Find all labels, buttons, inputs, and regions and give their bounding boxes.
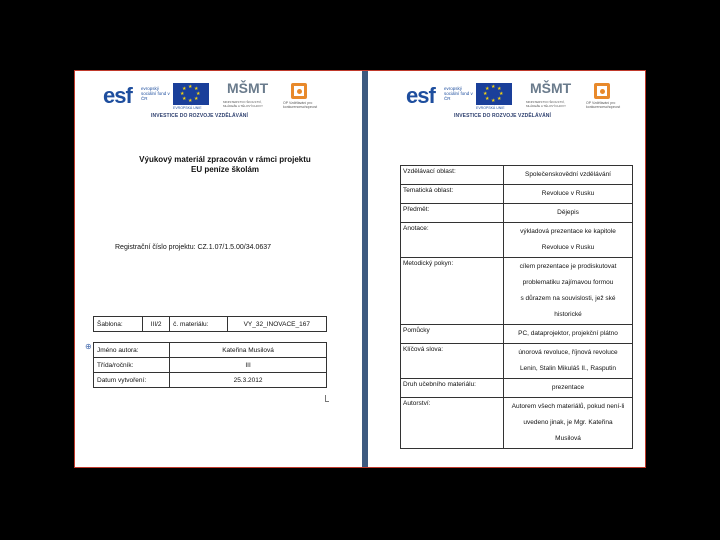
- table-row: [401, 223, 633, 258]
- esf-logo-caption: evropský sociální fond v ČR: [141, 86, 170, 101]
- investment-slogan: INVESTICE DO ROZVOJE VZDĚLÁVÁNÍ: [454, 113, 552, 119]
- table-row: [401, 258, 633, 325]
- table-row: [401, 379, 633, 398]
- table-cell: č. materiálu:: [170, 317, 227, 332]
- table-row: [94, 373, 327, 388]
- table-cell: VY_32_INOVACE_167: [227, 317, 326, 332]
- metadata-key: Metodický pokyn:: [401, 258, 504, 325]
- esf-logo-letters: esf: [103, 83, 132, 108]
- table-cell: Jméno autora:: [94, 343, 170, 358]
- table-move-handle-icon[interactable]: ⊕: [85, 342, 92, 351]
- esf-logo: [406, 83, 474, 109]
- right-page: [368, 71, 645, 467]
- op-caption: OP Vzdělávání pro konkurenceschopnost: [283, 101, 318, 109]
- msmt-caption: MINISTERSTVO ŠKOLSTVÍ, MLÁDEŽE A TĚLOVÝCHOVY: [223, 100, 263, 108]
- investment-slogan: INVESTICE DO ROZVOJE VZDĚLÁVÁNÍ: [151, 113, 249, 119]
- op-logo: [586, 83, 626, 111]
- metadata-value: [504, 166, 633, 185]
- metadata-value-line: Autorem všech materiálů, pokud není-li: [511, 403, 625, 410]
- metadata-value: [504, 344, 633, 379]
- table-cell: Třída/ročník:: [94, 358, 170, 373]
- metadata-table: [400, 165, 633, 449]
- table-row: [401, 344, 633, 379]
- esf-logo-caption: evropský sociální fond v ČR: [444, 86, 473, 101]
- metadata-value-line: PC, dataprojektor, projekční plátno: [518, 330, 618, 337]
- logo-banner: [406, 81, 626, 111]
- metadata-key: Předmět:: [401, 204, 504, 223]
- metadata-value-line: únorová revoluce, říjnová revoluce: [518, 349, 618, 356]
- table-cell: III/2: [143, 317, 170, 332]
- metadata-value-line: problematiku zajímavou formou: [522, 279, 614, 286]
- left-page: [75, 71, 362, 467]
- document-spread: [74, 70, 646, 468]
- metadata-key: Druh učebního materiálu:: [401, 379, 504, 398]
- table-spacer: [94, 332, 327, 343]
- metadata-value: [504, 185, 633, 204]
- table-cell: Datum vytvoření:: [94, 373, 170, 388]
- metadata-value-line: cílem prezentace je prodiskutovat: [519, 263, 617, 270]
- metadata-value-line: uvedeno jinak, je Mgr. Kateřina: [523, 419, 613, 426]
- metadata-value-line: výkladová prezentace ke kapitole: [520, 228, 616, 235]
- metadata-value: [504, 204, 633, 223]
- metadata-value: [504, 398, 633, 449]
- esf-logo-letters: esf: [406, 83, 435, 108]
- metadata-value-line: Revoluce v Rusku: [541, 190, 595, 197]
- metadata-value: [504, 379, 633, 398]
- eu-caption: EVROPSKÁ UNIE: [173, 106, 202, 110]
- table-row: [94, 317, 327, 332]
- op-logo-icon: [291, 83, 307, 99]
- eu-caption: EVROPSKÁ UNIE: [476, 106, 505, 110]
- metadata-value-line: Společenskovědní vzdělávání: [524, 171, 611, 178]
- metadata-value: [504, 325, 633, 344]
- op-caption: OP Vzdělávání pro konkurenceschopnost: [586, 101, 621, 109]
- metadata-value-line: Lenin, Stalin Mikuláš II., Rasputin: [519, 365, 617, 372]
- metadata-value-line: Revoluce v Rusku: [541, 244, 595, 251]
- metadata-value-line: s důrazem na souvislosti, jež ské: [520, 295, 616, 302]
- table-row: [401, 325, 633, 344]
- table-row: [401, 166, 633, 185]
- table-cell: Kateřina Musilová: [170, 343, 327, 358]
- msmt-logo-letters: MŠMT: [530, 80, 572, 96]
- metadata-key: Klíčová slova:: [401, 344, 504, 379]
- msmt-logo: [526, 80, 572, 111]
- table-cell: 25.3.2012: [170, 373, 327, 388]
- metadata-value: [504, 258, 633, 325]
- table-row: [401, 398, 633, 449]
- msmt-caption: MINISTERSTVO ŠKOLSTVÍ, MLÁDEŽE A TĚLOVÝCHOVY: [526, 100, 566, 108]
- msmt-logo: [223, 80, 269, 111]
- project-title-line1: Výukový materiál zpracován v rámci projektu: [139, 155, 311, 164]
- project-title: [105, 155, 345, 175]
- esf-logo: [103, 83, 171, 109]
- msmt-logo-letters: MŠMT: [227, 80, 269, 96]
- metadata-value-line: prezentace: [551, 384, 585, 391]
- metadata-key: Tematická oblast:: [401, 185, 504, 204]
- eu-flag-icon: ★ ★ ★ ★ ★ ★ ★ ★: [476, 83, 512, 105]
- metadata-key: Anotace:: [401, 223, 504, 258]
- project-title-line2: EU peníze školám: [190, 165, 260, 174]
- eu-flag-logo: [476, 83, 512, 109]
- table-cell: Šablona:: [94, 317, 143, 332]
- eu-flag-icon: ★ ★ ★ ★ ★ ★ ★ ★: [173, 83, 209, 105]
- table-row: [401, 185, 633, 204]
- eu-flag-logo: [173, 83, 209, 109]
- op-logo: [283, 83, 323, 111]
- logo-banner: [103, 81, 323, 111]
- table-row: [401, 204, 633, 223]
- metadata-value-line: Dějepis: [557, 209, 579, 216]
- material-info-table: [93, 316, 327, 388]
- paragraph-mark-icon: [325, 395, 329, 402]
- metadata-value-line: Musilová: [555, 435, 581, 442]
- table-row: [94, 358, 327, 373]
- metadata-value-line: historické: [554, 311, 582, 318]
- op-logo-icon: [594, 83, 610, 99]
- table-row: [94, 343, 327, 358]
- metadata-key: Autorství:: [401, 398, 504, 449]
- metadata-value: [504, 223, 633, 258]
- metadata-key: Vzdělávací oblast:: [401, 166, 504, 185]
- table-cell: III: [170, 358, 327, 373]
- registration-number: Registrační číslo projektu: CZ.1.07/1.5.00/34.0637: [115, 244, 272, 251]
- metadata-key: Pomůcky: [401, 325, 504, 344]
